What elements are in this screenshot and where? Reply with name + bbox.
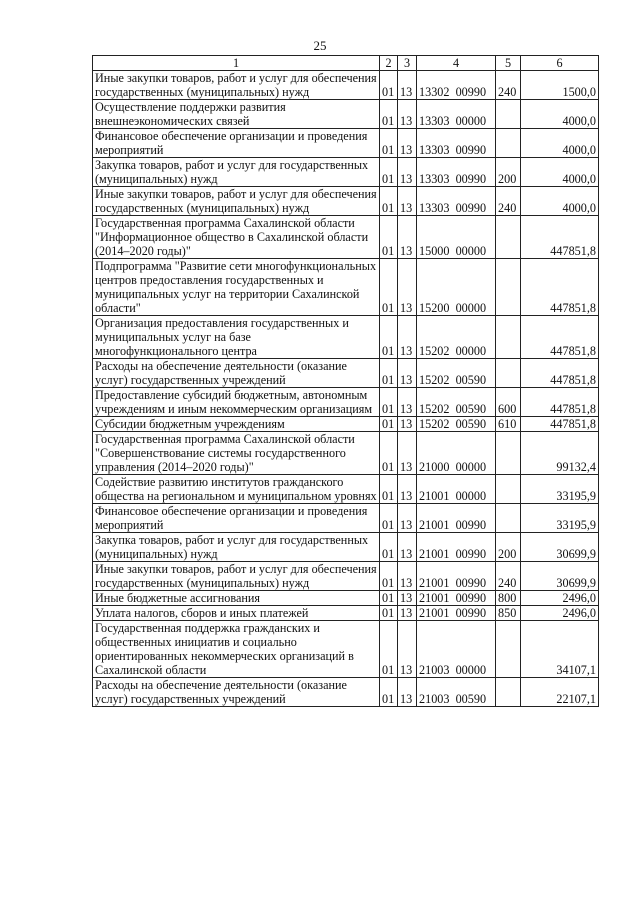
table-row bbox=[93, 129, 599, 158]
expense-type-cell bbox=[496, 432, 521, 475]
expense-type-cell bbox=[496, 129, 521, 158]
table-row bbox=[93, 187, 599, 216]
target-article-cell: 21003 00590 bbox=[417, 678, 496, 707]
subsection-code-cell: 13 bbox=[398, 678, 417, 707]
expense-type-cell: 200 bbox=[496, 158, 521, 187]
target-article-cell: 21001 00990 bbox=[417, 504, 496, 533]
section-code-cell: 01 bbox=[380, 259, 398, 316]
section-code-cell: 01 bbox=[380, 129, 398, 158]
row-name-cell: Государственная программа Сахалинской области "Информационное общество в Сахалинской области (2014–2020 годы)" bbox=[93, 216, 380, 259]
amount-cell: 33195,9 bbox=[521, 475, 599, 504]
table-row bbox=[93, 216, 599, 259]
target-article-cell: 21001 00990 bbox=[417, 606, 496, 621]
table-row bbox=[93, 316, 599, 359]
section-code-cell: 01 bbox=[380, 417, 398, 432]
expense-type-cell bbox=[496, 475, 521, 504]
expense-type-cell: 850 bbox=[496, 606, 521, 621]
amount-cell: 447851,8 bbox=[521, 259, 599, 316]
expense-type-cell bbox=[496, 216, 521, 259]
section-code-cell: 01 bbox=[380, 187, 398, 216]
row-name-cell: Расходы на обеспечение деятельности (оказание услуг) государственных учреждений bbox=[93, 678, 380, 707]
section-code-cell: 01 bbox=[380, 678, 398, 707]
amount-cell: 30699,9 bbox=[521, 562, 599, 591]
subsection-code-cell: 13 bbox=[398, 100, 417, 129]
amount-cell: 22107,1 bbox=[521, 678, 599, 707]
table-row bbox=[93, 533, 599, 562]
amount-cell: 447851,8 bbox=[521, 359, 599, 388]
section-code-cell: 01 bbox=[380, 216, 398, 259]
column-header: 3 bbox=[398, 56, 417, 71]
row-name-cell: Предоставление субсидий бюджетным, автономным учреждениям и иным некоммерческим организациям bbox=[93, 388, 380, 417]
subsection-code-cell: 13 bbox=[398, 187, 417, 216]
expense-type-cell bbox=[496, 678, 521, 707]
target-article-cell: 15202 00000 bbox=[417, 316, 496, 359]
section-code-cell: 01 bbox=[380, 432, 398, 475]
row-name-cell: Иные закупки товаров, работ и услуг для обеспечения государственных (муниципальных) нужд bbox=[93, 71, 380, 100]
target-article-cell: 15000 00000 bbox=[417, 216, 496, 259]
expense-type-cell: 240 bbox=[496, 187, 521, 216]
subsection-code-cell: 13 bbox=[398, 606, 417, 621]
target-article-cell: 21001 00990 bbox=[417, 533, 496, 562]
subsection-code-cell: 13 bbox=[398, 388, 417, 417]
subsection-code-cell: 13 bbox=[398, 359, 417, 388]
subsection-code-cell: 13 bbox=[398, 158, 417, 187]
section-code-cell: 01 bbox=[380, 562, 398, 591]
expense-type-cell: 240 bbox=[496, 71, 521, 100]
expense-type-cell bbox=[496, 100, 521, 129]
table-row bbox=[93, 678, 599, 707]
column-header: 5 bbox=[496, 56, 521, 71]
table-row bbox=[93, 504, 599, 533]
amount-cell: 34107,1 bbox=[521, 621, 599, 678]
expense-type-cell: 600 bbox=[496, 388, 521, 417]
expense-type-cell bbox=[496, 504, 521, 533]
subsection-code-cell: 13 bbox=[398, 562, 417, 591]
amount-cell: 447851,8 bbox=[521, 388, 599, 417]
target-article-cell: 15202 00590 bbox=[417, 388, 496, 417]
target-article-cell: 15200 00000 bbox=[417, 259, 496, 316]
table-row bbox=[93, 100, 599, 129]
row-name-cell: Содействие развитию институтов гражданского общества на региональном и муниципальном уровнях bbox=[93, 475, 380, 504]
amount-cell: 2496,0 bbox=[521, 591, 599, 606]
target-article-cell: 13302 00990 bbox=[417, 71, 496, 100]
target-article-cell: 13303 00990 bbox=[417, 158, 496, 187]
subsection-code-cell: 13 bbox=[398, 129, 417, 158]
row-name-cell: Финансовое обеспечение организации и проведения мероприятий bbox=[93, 504, 380, 533]
amount-cell: 99132,4 bbox=[521, 432, 599, 475]
row-name-cell: Уплата налогов, сборов и иных платежей bbox=[93, 606, 380, 621]
target-article-cell: 13303 00000 bbox=[417, 100, 496, 129]
amount-cell: 4000,0 bbox=[521, 100, 599, 129]
target-article-cell: 21003 00000 bbox=[417, 621, 496, 678]
column-header: 2 bbox=[380, 56, 398, 71]
budget-table bbox=[92, 55, 599, 707]
table-row bbox=[93, 621, 599, 678]
target-article-cell: 21001 00990 bbox=[417, 591, 496, 606]
amount-cell: 447851,8 bbox=[521, 216, 599, 259]
table-row bbox=[93, 591, 599, 606]
section-code-cell: 01 bbox=[380, 158, 398, 187]
amount-cell: 447851,8 bbox=[521, 316, 599, 359]
subsection-code-cell: 13 bbox=[398, 591, 417, 606]
section-code-cell: 01 bbox=[380, 316, 398, 359]
column-header: 1 bbox=[93, 56, 380, 71]
table-row bbox=[93, 606, 599, 621]
page-number: 25 bbox=[313, 38, 327, 53]
row-name-cell: Иные бюджетные ассигнования bbox=[93, 591, 380, 606]
row-name-cell: Подпрограмма "Развитие сети многофункциональных центров предоставления государственных и муниципальных услуг на территории Сахалинской области" bbox=[93, 259, 380, 316]
target-article-cell: 21001 00990 bbox=[417, 562, 496, 591]
amount-cell: 30699,9 bbox=[521, 533, 599, 562]
table-row bbox=[93, 158, 599, 187]
expense-type-cell bbox=[496, 259, 521, 316]
subsection-code-cell: 13 bbox=[398, 216, 417, 259]
expense-type-cell: 610 bbox=[496, 417, 521, 432]
subsection-code-cell: 13 bbox=[398, 259, 417, 316]
row-name-cell: Расходы на обеспечение деятельности (оказание услуг) государственных учреждений bbox=[93, 359, 380, 388]
row-name-cell: Иные закупки товаров, работ и услуг для обеспечения государственных (муниципальных) нужд bbox=[93, 562, 380, 591]
target-article-cell: 15202 00590 bbox=[417, 417, 496, 432]
subsection-code-cell: 13 bbox=[398, 504, 417, 533]
expense-type-cell bbox=[496, 316, 521, 359]
column-header: 6 bbox=[521, 56, 599, 71]
target-article-cell: 13303 00990 bbox=[417, 187, 496, 216]
row-name-cell: Закупка товаров, работ и услуг для государственных (муниципальных) нужд bbox=[93, 158, 380, 187]
section-code-cell: 01 bbox=[380, 533, 398, 562]
subsection-code-cell: 13 bbox=[398, 71, 417, 100]
table-row bbox=[93, 475, 599, 504]
target-article-cell: 13303 00990 bbox=[417, 129, 496, 158]
table-row bbox=[93, 562, 599, 591]
section-code-cell: 01 bbox=[380, 591, 398, 606]
expense-type-cell: 200 bbox=[496, 533, 521, 562]
expense-type-cell: 240 bbox=[496, 562, 521, 591]
amount-cell: 4000,0 bbox=[521, 187, 599, 216]
target-article-cell: 15202 00590 bbox=[417, 359, 496, 388]
table-row bbox=[93, 259, 599, 316]
subsection-code-cell: 13 bbox=[398, 417, 417, 432]
row-name-cell: Иные закупки товаров, работ и услуг для обеспечения государственных (муниципальных) нужд bbox=[93, 187, 380, 216]
amount-cell: 33195,9 bbox=[521, 504, 599, 533]
expense-type-cell bbox=[496, 359, 521, 388]
section-code-cell: 01 bbox=[380, 71, 398, 100]
section-code-cell: 01 bbox=[380, 388, 398, 417]
section-code-cell: 01 bbox=[380, 475, 398, 504]
target-article-cell: 21001 00000 bbox=[417, 475, 496, 504]
row-name-cell: Государственная поддержка гражданских и общественных инициатив и социально ориентированных некоммерческих организаций в Сахалинской области bbox=[93, 621, 380, 678]
table-row bbox=[93, 359, 599, 388]
row-name-cell: Субсидии бюджетным учреждениям bbox=[93, 417, 380, 432]
table-header-row bbox=[93, 56, 599, 71]
subsection-code-cell: 13 bbox=[398, 432, 417, 475]
row-name-cell: Осуществление поддержки развития внешнеэкономических связей bbox=[93, 100, 380, 129]
section-code-cell: 01 bbox=[380, 359, 398, 388]
subsection-code-cell: 13 bbox=[398, 621, 417, 678]
section-code-cell: 01 bbox=[380, 621, 398, 678]
row-name-cell: Финансовое обеспечение организации и проведения мероприятий bbox=[93, 129, 380, 158]
amount-cell: 447851,8 bbox=[521, 417, 599, 432]
column-header: 4 bbox=[417, 56, 496, 71]
table-row bbox=[93, 432, 599, 475]
amount-cell: 4000,0 bbox=[521, 129, 599, 158]
subsection-code-cell: 13 bbox=[398, 533, 417, 562]
amount-cell: 2496,0 bbox=[521, 606, 599, 621]
section-code-cell: 01 bbox=[380, 504, 398, 533]
row-name-cell: Государственная программа Сахалинской области "Совершенствование системы государственного управления (2014–2020 годы)" bbox=[93, 432, 380, 475]
table-row bbox=[93, 388, 599, 417]
target-article-cell: 21000 00000 bbox=[417, 432, 496, 475]
subsection-code-cell: 13 bbox=[398, 475, 417, 504]
section-code-cell: 01 bbox=[380, 100, 398, 129]
table-row bbox=[93, 417, 599, 432]
expense-type-cell bbox=[496, 621, 521, 678]
row-name-cell: Организация предоставления государственных и муниципальных услуг на базе многофункционального центра bbox=[93, 316, 380, 359]
section-code-cell: 01 bbox=[380, 606, 398, 621]
row-name-cell: Закупка товаров, работ и услуг для государственных (муниципальных) нужд bbox=[93, 533, 380, 562]
table-row bbox=[93, 71, 599, 100]
subsection-code-cell: 13 bbox=[398, 316, 417, 359]
amount-cell: 1500,0 bbox=[521, 71, 599, 100]
amount-cell: 4000,0 bbox=[521, 158, 599, 187]
expense-type-cell: 800 bbox=[496, 591, 521, 606]
